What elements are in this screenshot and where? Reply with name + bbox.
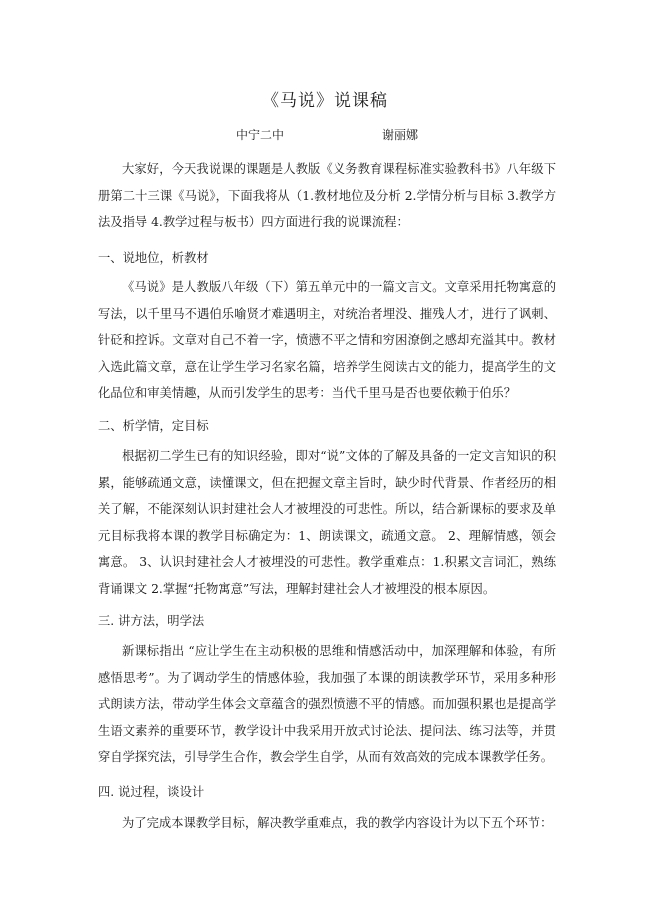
author-name: 谢丽娜	[382, 128, 419, 142]
intro-paragraph: 大家好，今天我说课的课题是人教版《义务教育课程标准实验教科书》八年级下册第二十三课《马说》，下面我将从（1.教材地位及分析 2.学情分析与目标 3.教学方法及指导 4.教学过程与板书）四方面进行我的说课流程：	[98, 162, 556, 229]
section-paragraph-1: 《马说》是人教版八年级（下）第五单元中的一篇文言文。文章采用托物寓意的写法，以千里马不遇伯乐喻贤才难遇明主，对统治者埋没、摧残人才，进行了讽刺、针砭和控诉。文章对自己不着一字，愤懑不平之情和穷困潦倒之感却充溢其中。教材入选此篇文章，意在让学生学习名家名篇，培养学生阅读古文的能力，提高学生的文化品位和审美情趣，从而引发学生的思考：当代千里马是否也要依赖于伯乐？	[98, 280, 556, 400]
section-paragraph-4: 为了完成本课教学目标，解决教学重难点，我的教学内容设计为以下五个环节：	[122, 816, 553, 830]
school-name: 中宁二中	[236, 128, 285, 142]
document-title: 《马说》说课稿	[262, 91, 388, 111]
section-heading-3: 三. 讲方法，明学法	[98, 614, 205, 628]
section-paragraph-2: 根据初二学生已有的知识经验，即对“说”文体的了解及具备的一定文言知识的积累，能够疏通文意，读懂课文，但在把握文章主旨时，缺少时代背景、作者经历的相关了解，不能深刻认识封建社会人才被埋没的可悲性。所以，结合新课标的要求及单元目标我将本课的教学目标确定为：1、朗读课文，疏通文意。 2、理解情感，领会寓意。 3、认识封建社会人才被埋没的可悲性。教学重难点：1.积累文言词汇，熟练背诵课文 2.掌握“托物寓意”写法，理解封建社会人才被埋没的根本原因。	[98, 449, 556, 596]
section-heading-4: 四. 说过程，谈设计	[98, 785, 205, 799]
section-paragraph-3: 新课标指出 “应让学生在主动积极的思维和情感活动中，加深理解和体验，有所感悟思考”。为了调动学生的情感体验，我加强了本课的朗读教学环节，采用多种形式朗读方法，带动学生体会文章蕴含的强烈愤懑不平的情感。而加强积累也是提高学生语文素养的重要环节，教学设计中我采用开放式讨论法、提问法、练习法等，并贯穿自学探究法，引导学生合作，教会学生自学，从而有效高效的完成本课教学任务。	[98, 644, 556, 764]
section-heading-2: 二、析学情，定目标	[98, 419, 209, 433]
section-heading-1: 一、说地位，析教材	[98, 251, 209, 265]
